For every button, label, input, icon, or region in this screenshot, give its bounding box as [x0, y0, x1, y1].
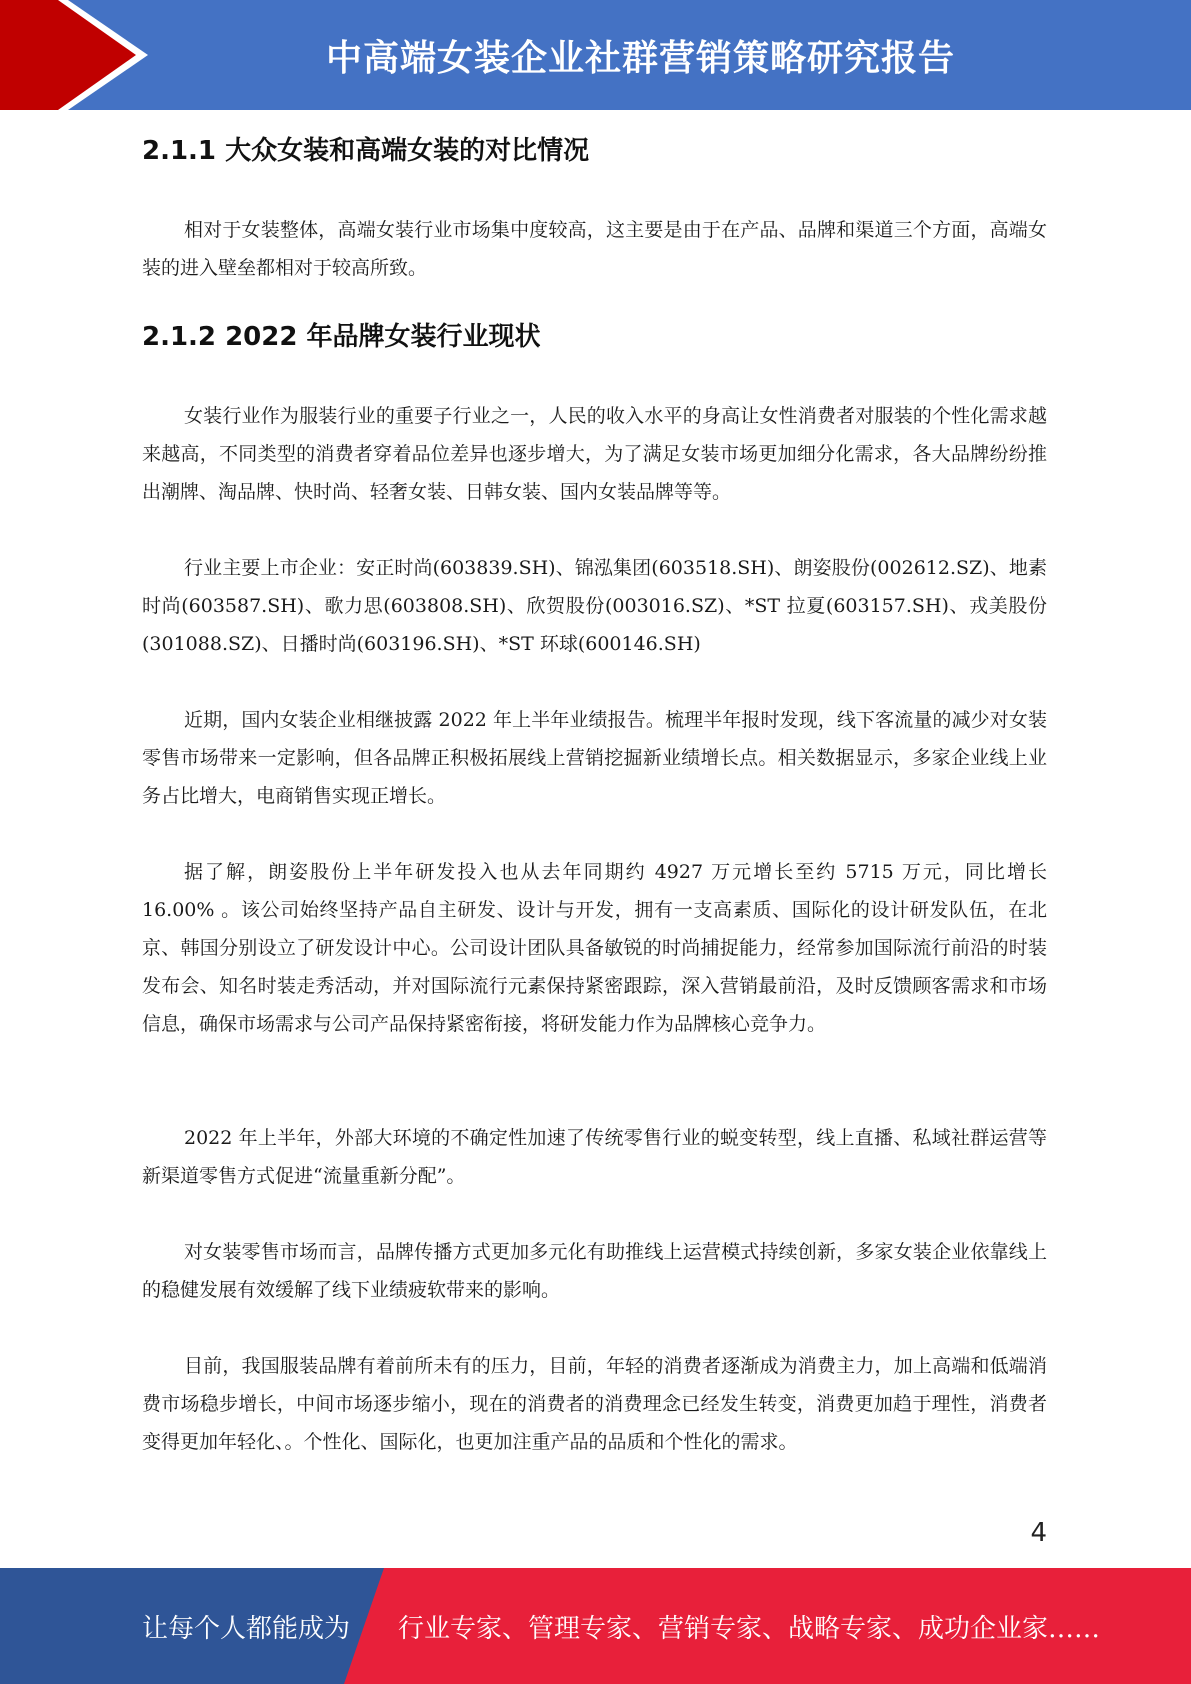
paragraph-3: 行业主要上市企业：安正时尚(603839.SH)、锦泓集团(603518.SH)、朗姿股份(002612.SZ)、地素时尚(603587.SH)、歌力思(603808.SH)、欣贺股份(003016.SZ)、*ST 拉夏(603157.SH)、戎美股份(301088.SZ)、日播时尚(603196.SH)、*ST 环球(600146.SH): [142, 557, 1047, 655]
paragraph-7: 对女装零售市场而言，品牌传播方式更加多元化有助推线上运营模式持续创新，多家女装企业依靠线上的稳健发展有效缓解了线下业绩疲软带来的影响。: [142, 1241, 1047, 1301]
footer-slogan-right: 行业专家、管理专家、营销专家、战略专家、成功企业家……: [398, 1613, 1101, 1644]
paragraph-2: 女装行业作为服装行业的重要子行业之一，人民的收入水平的身高让女性消费者对服装的个性化需求越来越高，不同类型的消费者穿着品位差异也逐步增大，为了满足女装市场更加细分化需求，各大品牌纷纷推出潮牌、淘品牌、快时尚、轻奢女装、日韩女装、国内女装品牌等等。: [142, 405, 1047, 503]
header-arrow-logo: [0, 0, 160, 110]
paragraph-8: 目前，我国服装品牌有着前所未有的压力，目前，年轻的消费者逐渐成为消费主力，加上高端和低端消费市场稳步增长，中间市场逐步缩小，现在的消费者的消费理念已经发生转变，消费更加趋于理性，消费者变得更加年轻化、。个性化、国际化，也更加注重产品的品质和个性化的需求。: [142, 1355, 1047, 1453]
page-number: 4: [1030, 1518, 1047, 1548]
report-title: 中高端女装企业社群营销策略研究报告: [325, 37, 955, 79]
page-header: [0, 0, 1191, 110]
paragraph-6: 2022 年上半年，外部大环境的不确定性加速了传统零售行业的蜕变转型，线上直播、私域社群运营等新渠道零售方式促进“流量重新分配”。: [142, 1127, 1047, 1187]
section-heading-2-1-2: 2.1.2 2022 年品牌女装行业现状: [142, 322, 541, 352]
paragraph-4: 近期，国内女装企业相继披露 2022 年上半年业绩报告。梳理半年报时发现，线下客流量的减少对女装零售市场带来一定影响，但各品牌正积极拓展线上营销挖掘新业绩增长点。相关数据显示，多家企业线上业务占比增大，电商销售实现正增长。: [142, 709, 1047, 807]
paragraph-1: 相对于女装整体，高端女装行业市场集中度较高，这主要是由于在产品、品牌和渠道三个方面，高端女装的进入壁垒都相对于较高所致。: [142, 219, 1047, 279]
section-heading-2-1-1: 2.1.1 大众女装和高端女装的对比情况: [142, 136, 590, 166]
paragraph-5: 据了解，朗姿股份上半年研发投入也从去年同期约 4927 万元增长至约 5715 万元，同比增长 16.00% 。该公司始终坚持产品自主研发、设计与开发，拥有一支高素质、国际化的设计研发队伍，在北京、韩国分别设立了研发设计中心。公司设计团队具备敏锐的时尚捕捉能力，经常参加国际流行前沿的时装发布会、知名时装走秀活动，并对国际流行元素保持紧密跟踪，深入营销最前沿，及时反馈顾客需求和市场信息，确保市场需求与公司产品保持紧密衔接，将研发能力作为品牌核心竞争力。: [142, 861, 1047, 1035]
footer-slogan-left: 让每个人都能成为: [142, 1613, 351, 1644]
page-footer: [0, 1568, 1191, 1684]
